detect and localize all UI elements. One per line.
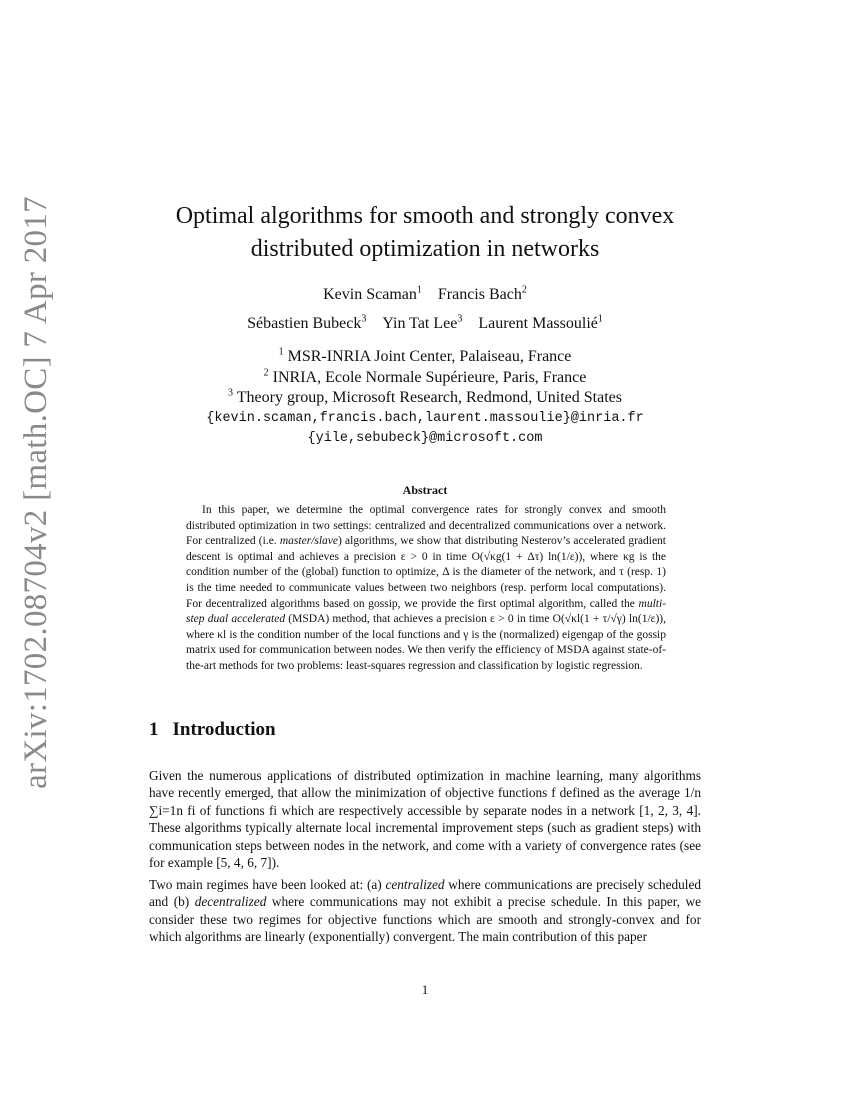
author: Kevin Scaman$^1$ <box>323 284 422 303</box>
title-line-1: Optimal algorithms for smooth and strongly convex <box>175 203 675 229</box>
author: Laurent Massoulié$^1$ <box>478 313 603 332</box>
affiliation: $^1$ MSR-INRIA Joint Center, Palaiseau, France <box>278 346 572 365</box>
email-line: {kevin.scaman,francis.bach,laurent.massoulie}@inria.fr <box>206 411 644 426</box>
arxiv-sidebar-stamp <box>6 195 66 789</box>
intro-paragraph-1: Given the numerous applications of distributed optimization in machine learning, many algorithms have recently emerged, that allow the minimization of objective functions f defined as the average 1/n ∑i=1n fi of functions fi which are respectively accessible by separate nodes in a network [1, 2, 3, 4]. These algorithms typically alternate local incremental improvement steps (such as gradient steps) with communication steps between nodes in the network, and come with a variety of convergence rates (see for example [5, 4, 6, 7]). <box>149 768 701 871</box>
section-heading <box>149 719 276 741</box>
arxiv-identifier: arXiv:1702.08704v2 [math.OC] 7 Apr 2017 <box>17 195 54 789</box>
abstract-body: In this paper, we determine the optimal convergence rates for strongly convex and smooth distributed optimization in two settings: centralized and decentralized communications over a network. For centralized (i.e. master/slave) algorithms, we show that distributing Nesterov’s accelerated gradient descent is optimal and achieves a precision ε > 0 in time O(√κg(1 + Δτ) ln(1/ε)), where κg is the condition number of the (global) function to optimize, Δ is the diameter of the network, and τ (resp. 1) is the time needed to communicate values between two neighbors (resp. perform local computations). For decentralized algorithms based on gossip, we provide the first optimal algorithm, called the multi-step dual accelerated (MSDA) method, that achieves a precision ε > 0 in time O(√κl(1 + τ/√γ) ln(1/ε)), where κl is the condition number of the local functions and γ is the (normalized) eigengap of the gossip matrix used for communication between nodes. We then verify the efficiency of MSDA against state-of-the-art methods for two problems: least-squares regression and classification by logistic regression. <box>186 504 667 672</box>
email-line: {yile,sebubeck}@microsoft.com <box>307 431 543 446</box>
author: Sébastien Bubeck$^3$ <box>247 313 367 332</box>
author: Yin Tat Lee$^3$ <box>382 313 463 332</box>
affiliation: $^3$ Theory group, Microsoft Research, Redmond, United States <box>228 387 622 406</box>
section-number: 1 <box>149 719 159 740</box>
paper-title <box>150 200 700 266</box>
title-line-2: distributed optimization in networks <box>250 236 600 262</box>
section-title: Introduction <box>172 719 276 740</box>
author: Francis Bach$^2$ <box>437 284 527 303</box>
authors-row-2 <box>150 315 700 333</box>
abstract-heading: Abstract <box>402 483 448 497</box>
page-number: 1 <box>421 982 429 997</box>
intro-paragraph-2: Two main regimes have been looked at: (a) centralized where communications are precisely scheduled and (b) decentralized where communications may not exhibit a precise schedule. In this paper, we consider these two regimes for objective functions which are smooth and strongly-convex and for which algorithms are linearly (exponentially) convergent. The main contribution of this paper <box>149 877 702 945</box>
affiliation: $^2$ INRIA, Ecole Normale Supérieure, Paris, France <box>263 367 587 386</box>
authors-row-1 <box>150 286 700 304</box>
